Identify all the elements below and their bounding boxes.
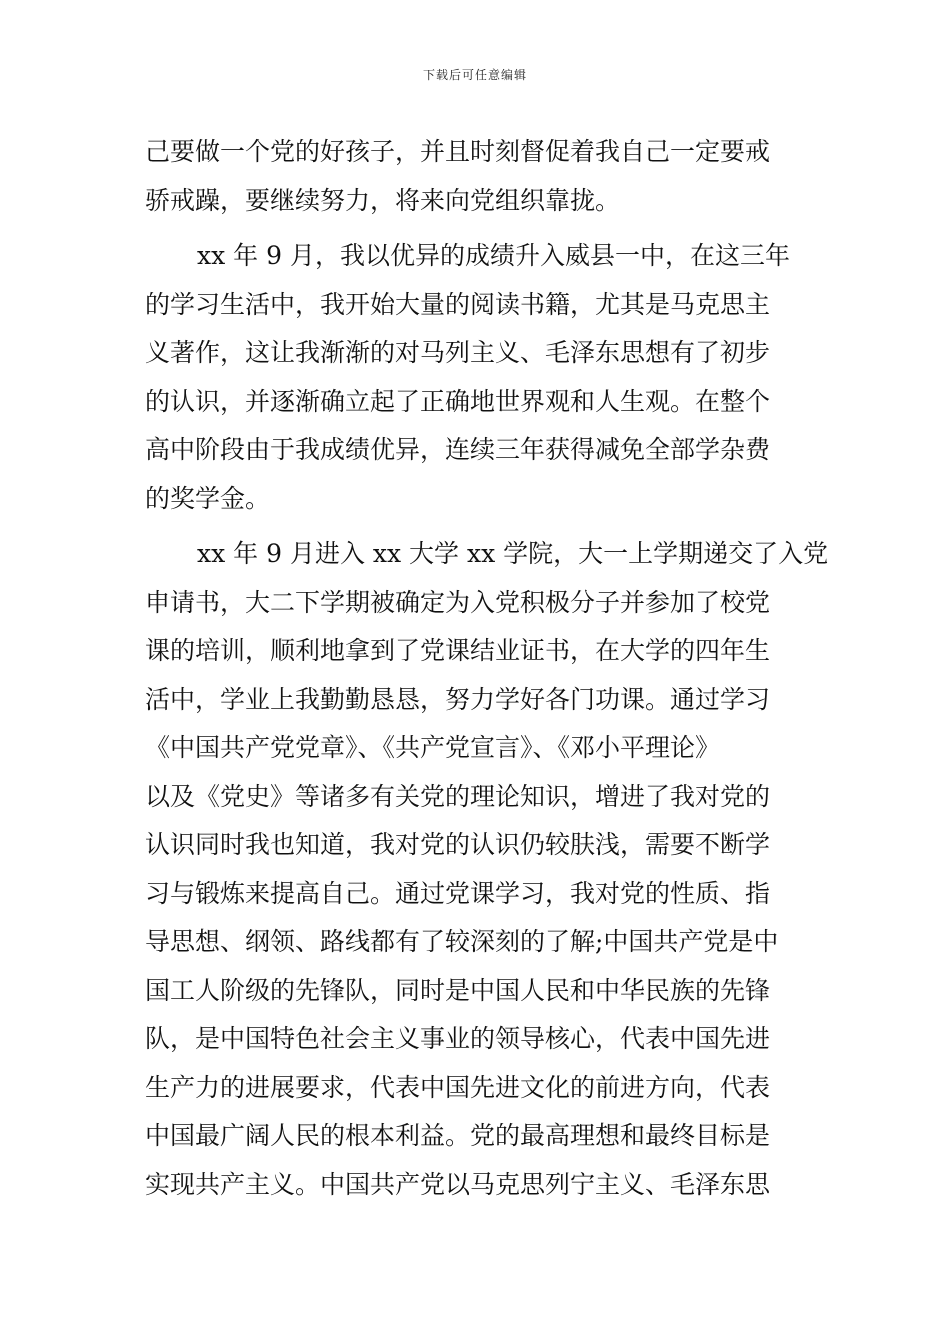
text-line: 《中国共产党党章》、《共产党宣言》、《邓小平理论》 (145, 733, 721, 762)
paragraph (145, 530, 829, 1209)
text-line: 的认识，并逐渐确立起了正确地世界观和人生观。在整个 (145, 386, 771, 416)
text-line: 课的培训，顺利地拿到了党课结业证书，在大学的四年生 (145, 636, 771, 665)
text-line: 高中阶段由于我成绩优异，连续三年获得减免全部学杂费 (145, 435, 771, 464)
text-line: 义著作，这让我渐渐的对马列主义、毛泽东思想有了初步 (145, 338, 771, 367)
document-body (145, 128, 829, 1209)
text-line: 队，是中国特色社会主义事业的领导核心，代表中国先进 (145, 1024, 771, 1053)
text-line: 实现共产主义。中国共产党以马克思列宁主义、毛泽东思 (145, 1169, 771, 1199)
text-line: 申请书，大二下学期被确定为入党积极分子并参加了校党 (145, 587, 771, 617)
text-line: xx 年 9 月，我以优异的成绩升入威县一中，在这三年 (197, 241, 790, 270)
paragraph (145, 128, 810, 225)
text-line: 中国最广阔人民的根本利益。党的最高理想和最终目标是 (145, 1121, 771, 1150)
text-line: 的奖学金。 (145, 483, 271, 513)
page-header: 下载后可任意编辑 (422, 68, 527, 82)
text-line: 以及《党史》等诸多有关党的理论知识，增进了我对党的 (145, 781, 771, 811)
text-line: 活中，学业上我勤勤恳恳，努力学好各门功课。通过学习 (145, 684, 771, 714)
text-line: 的学习生活中，我开始大量的阅读书籍，尤其是马克思主 (145, 289, 771, 319)
text-line: 骄戒躁，要继续努力，将来向党组织靠拢。 (145, 185, 621, 215)
text-line: 认识同时我也知道，我对党的认识仍较肤浅，需要不断学 (145, 830, 771, 859)
paragraph (145, 232, 810, 523)
text-line: 习与锻炼来提高自己。通过党课学习，我对党的性质、指 (145, 878, 771, 908)
text-line: xx 年 9 月进入 xx 大学 xx 学院，大一上学期递交了入党 (197, 539, 829, 568)
text-line: 国工人阶级的先锋队，同时是中国人民和中华民族的先锋 (145, 975, 771, 1005)
text-line: 导思想、纲领、路线都有了较深刻的了解;中国共产党是中 (145, 927, 779, 956)
text-line: 生产力的进展要求，代表中国先进文化的前进方向，代表 (145, 1072, 771, 1102)
text-line: 己要做一个党的好孩子，并且时刻督促着我自己一定要戒 (145, 137, 771, 166)
